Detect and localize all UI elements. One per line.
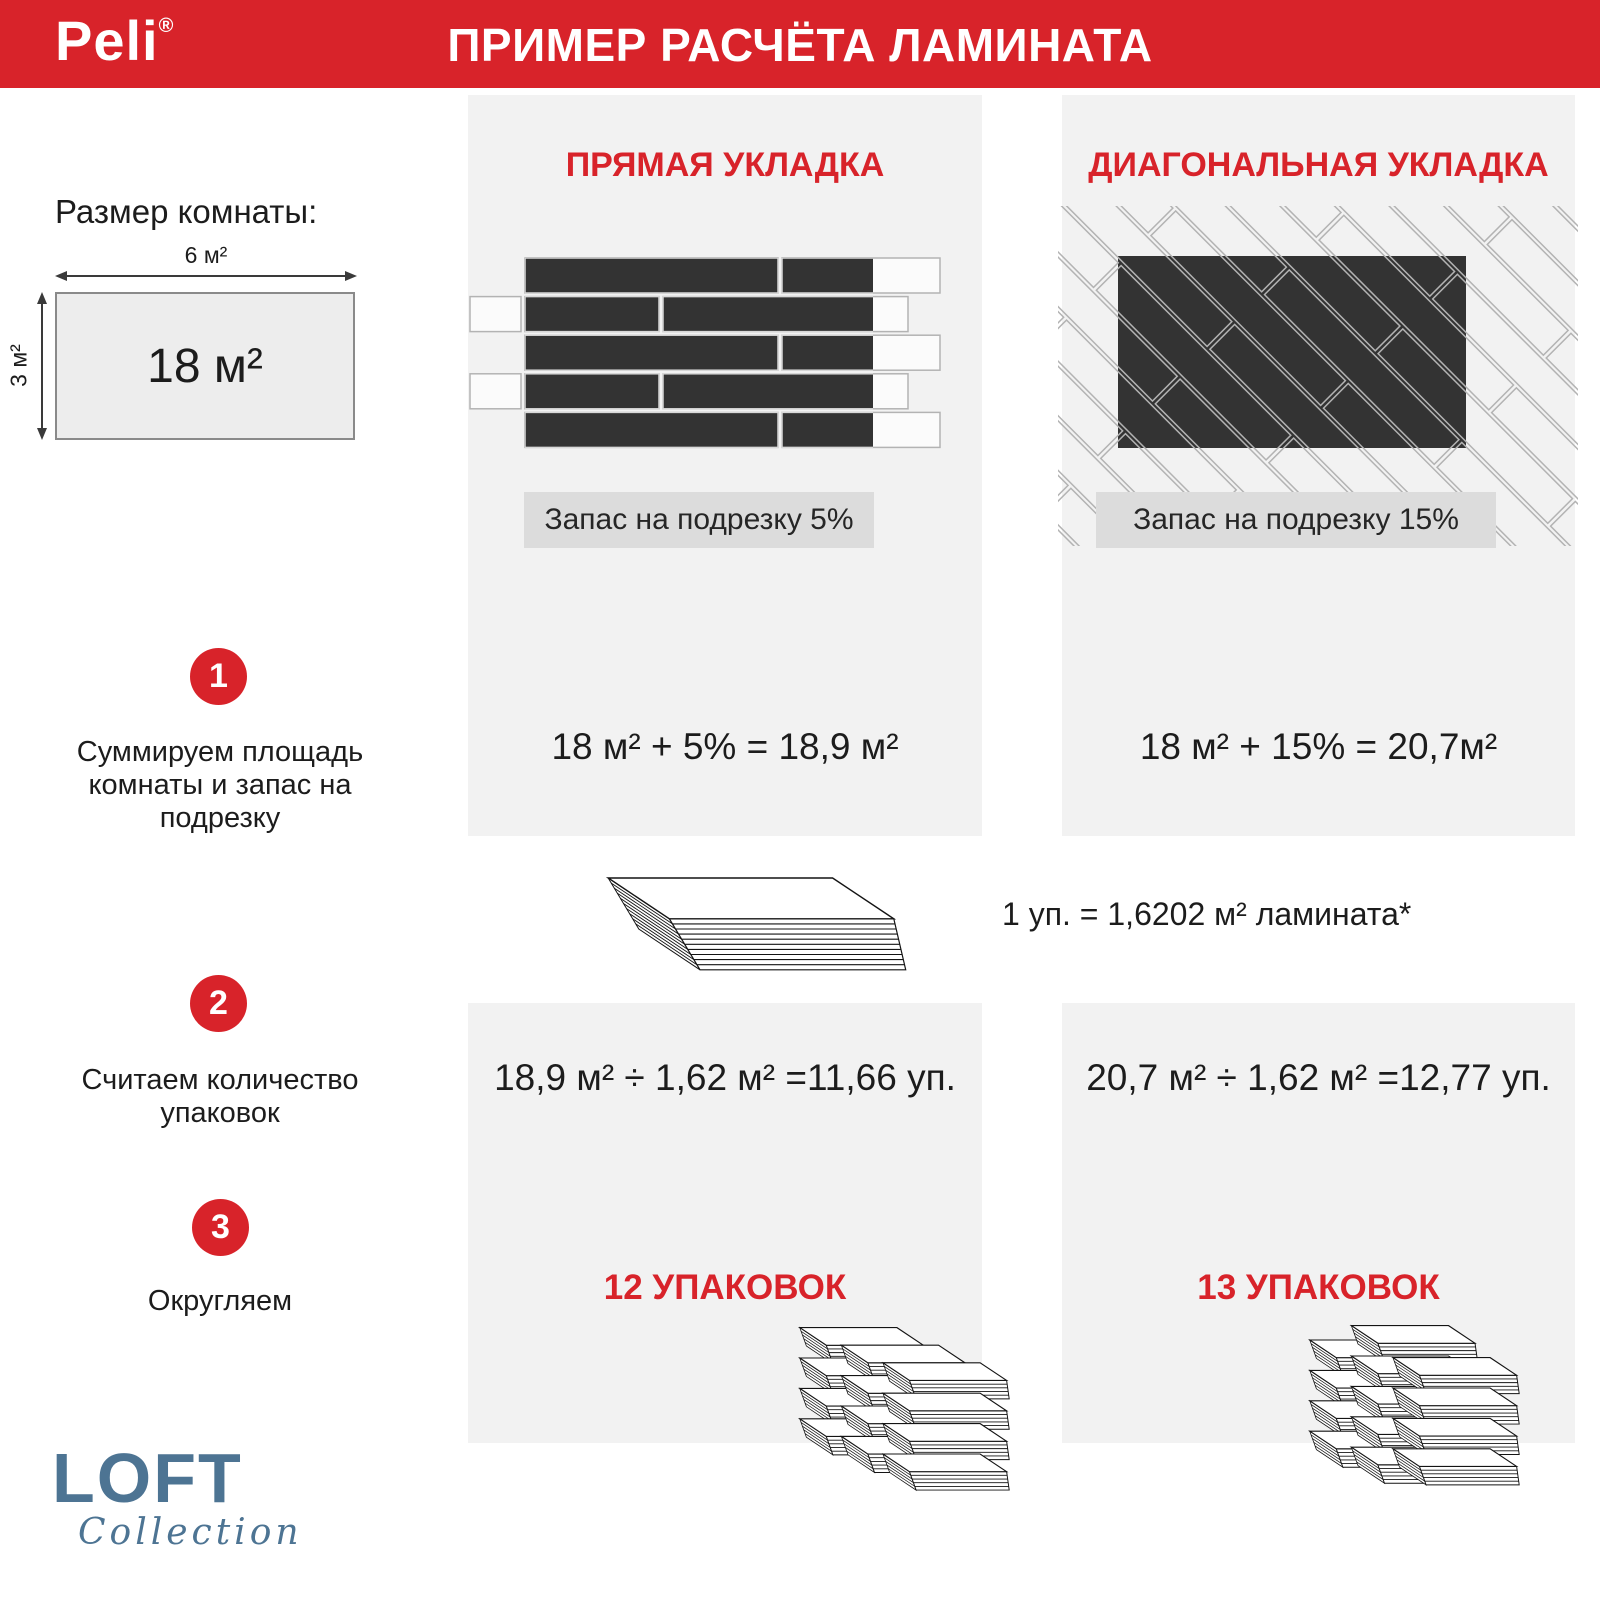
room-rectangle: [55, 292, 355, 440]
room-area-label: 18 м²: [147, 339, 263, 393]
width-arrow-icon: [55, 268, 357, 284]
loft-logo: LOFT: [52, 1439, 243, 1517]
height-arrow-icon: [34, 292, 50, 440]
packs-stack-12-icon: [788, 1318, 1028, 1498]
step-3-badge: 3: [192, 1199, 249, 1256]
step-1-badge: 1: [190, 648, 247, 705]
room-height-label: 3 м²: [5, 344, 32, 387]
straight-area-formula: 18 м² + 5% = 18,9 м²: [551, 726, 899, 767]
loft-collection-label: Collection: [78, 1512, 303, 1553]
pack-info-text: 1 уп. = 1,6202 м² ламината*: [1002, 896, 1412, 932]
reserve-label-diagonal: Запас на подрезку 15%: [1096, 492, 1496, 548]
reserve-label-straight: Запас на подрезку 5%: [524, 492, 874, 548]
room-size-heading: Размер комнаты:: [55, 193, 318, 230]
straight-result: 12 УПАКОВОК: [603, 1268, 847, 1307]
straight-top-panel: [468, 95, 982, 836]
diagonal-packs-formula: 20,7 м² ÷ 1,62 м² =12,77 уп.: [1086, 1057, 1551, 1098]
straight-layout-title: ПРЯМАЯ УКЛАДКА: [565, 146, 885, 184]
registered-mark: ®: [158, 15, 175, 37]
diagonal-layout-title: ДИАГОНАЛЬНАЯ УКЛАДКА: [1088, 146, 1549, 184]
peli-logo: Peli®: [55, 9, 175, 72]
step-2-badge: 2: [190, 975, 247, 1032]
page-title: ПРИМЕР РАСЧЁТА ЛАМИНАТА: [447, 19, 1153, 71]
diagonal-result: 13 УПАКОВОК: [1197, 1268, 1440, 1307]
packs-stack-13-icon: [1298, 1316, 1538, 1496]
laminate-pack-icon: [575, 872, 935, 972]
step-2-label: Считаем количество упаковок: [81, 1064, 359, 1129]
step-3-label: Округляем: [147, 1285, 293, 1317]
step-1-label: Суммируем площадь комнаты и запас на подрезку: [76, 736, 364, 834]
diagonal-area-formula: 18 м² + 15% = 20,7м²: [1139, 726, 1498, 767]
header-bar: [0, 0, 1600, 88]
straight-pattern-graphic: [455, 250, 975, 460]
straight-packs-formula: 18,9 м² ÷ 1,62 м² =11,66 уп.: [494, 1057, 956, 1098]
room-width-label: 6 м²: [184, 242, 228, 268]
